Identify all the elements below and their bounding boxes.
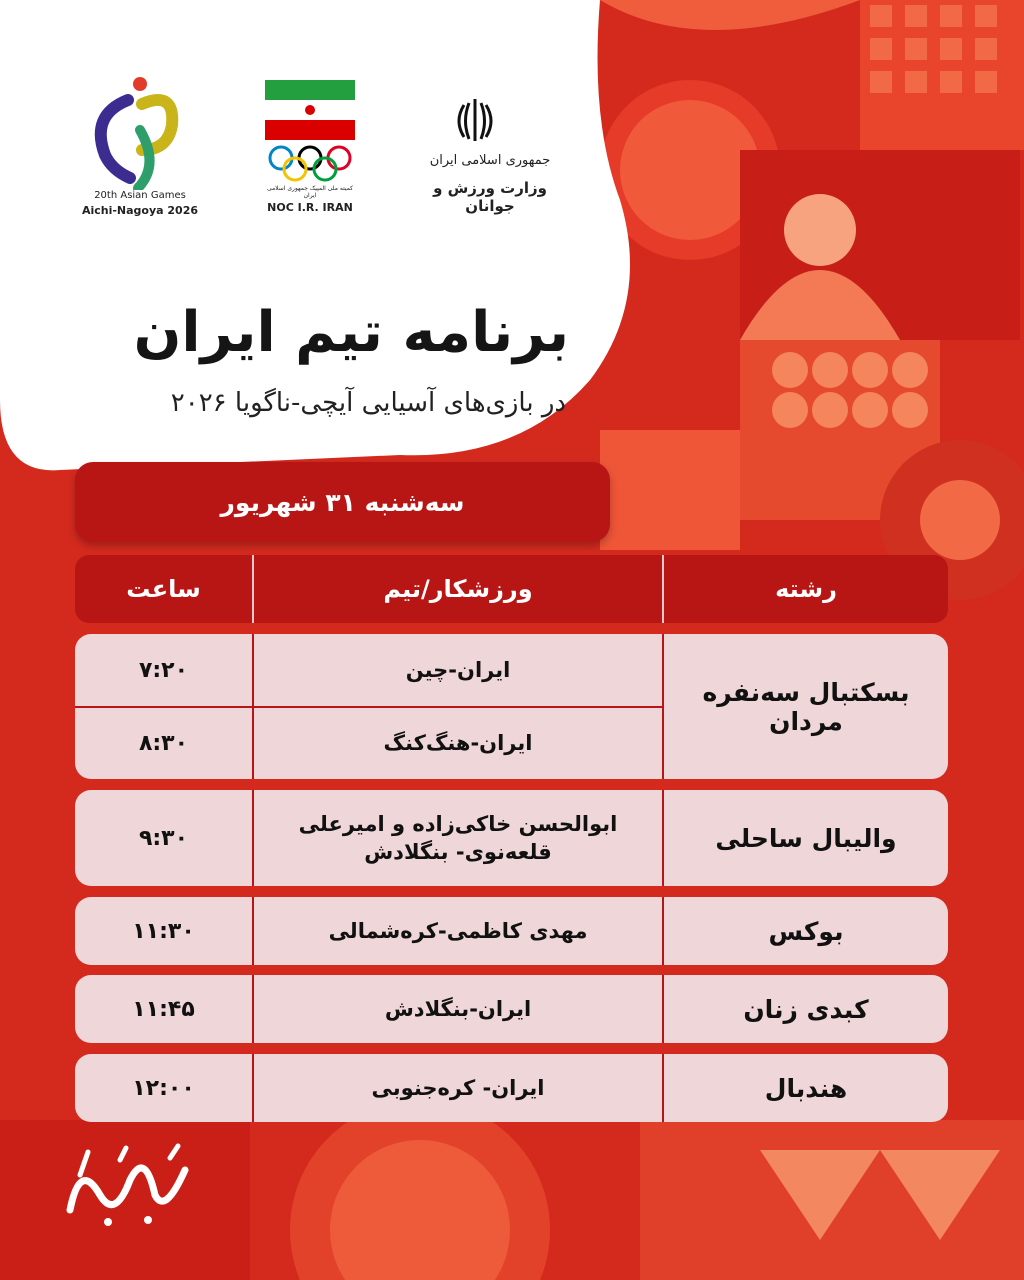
asian-games-line2: Aichi-Nagoya 2026 [81, 204, 199, 217]
sport-cell: کبدی زنان [743, 994, 869, 1024]
olympic-rings-icon [265, 144, 355, 184]
athlete-cell: ابوالحسن خاکی‌زاده و امیرعلی قلعه‌نوی- بنگلادش [298, 811, 618, 864]
column-divider [252, 634, 254, 779]
time-cell: ۸:۳۰ [138, 731, 189, 756]
time-cell: ۷:۲۰ [138, 657, 189, 683]
date-banner: سه‌شنبه ۳۱ شهریور [75, 462, 610, 542]
athlete-cell: مهدی کاظمی-کره‌شمالی [328, 918, 588, 943]
ministry-logo [420, 95, 560, 215]
column-divider [252, 975, 254, 1043]
sport-cell: بسکتبال سه‌نفره مردان [702, 677, 910, 736]
iran-emblem-icon [450, 95, 500, 145]
col-sport-header: رشته [775, 575, 837, 603]
noc-iran-logo [265, 80, 355, 220]
column-divider [252, 790, 254, 886]
table-row [75, 975, 948, 1043]
athlete-cell: ایران-بنگلادش [384, 996, 532, 1021]
time-cell: ۱۱:۳۰ [132, 918, 195, 944]
table-row [75, 790, 948, 886]
col-athlete-header: ورزشکار/تیم [383, 575, 533, 603]
iran-flag-icon [265, 80, 355, 140]
asian-games-line1: 20th Asian Games [94, 190, 186, 201]
asian-games-logo [80, 70, 200, 220]
time-cell: ۱۲:۰۰ [132, 1075, 195, 1101]
athlete-cell: ایران-هنگ‌کنگ [383, 731, 533, 756]
column-divider [252, 1054, 254, 1122]
ministry-line2: وزارت ورزش و جوانان [433, 179, 547, 215]
logo-row [80, 70, 600, 230]
athlete-cell: ایران-چین [405, 657, 511, 682]
iran-ghahreman-brand-logo [60, 1140, 200, 1230]
time-cell: ۱۱:۴۵ [132, 996, 195, 1022]
sport-cell: والیبال ساحلی [715, 823, 897, 853]
noc-persian-arc: کمیته ملی المپیک جمهوری اسلامی ایران [266, 185, 354, 199]
table-header [75, 555, 948, 623]
col-time-header: ساعت [126, 575, 201, 603]
noc-label: NOC I.R. IRAN [267, 201, 353, 214]
time-cell: ۹:۳۰ [138, 825, 189, 851]
ministry-line1: جمهوری اسلامی ایران [429, 153, 551, 168]
table-row [75, 634, 948, 779]
sport-cell: هندبال [764, 1073, 848, 1103]
page-subtitle: در بازی‌های آسیایی آیچی-ناگویا ۲۰۲۶ [170, 388, 566, 418]
page-title: برنامه تیم ایران [133, 300, 569, 365]
column-divider [252, 897, 254, 965]
table-row [75, 897, 948, 965]
sport-cell: بوکس [768, 916, 844, 946]
asian-games-emblem-icon [80, 70, 200, 190]
table-row [75, 1054, 948, 1122]
athlete-cell: ایران- کره‌جنوبی [371, 1075, 545, 1100]
